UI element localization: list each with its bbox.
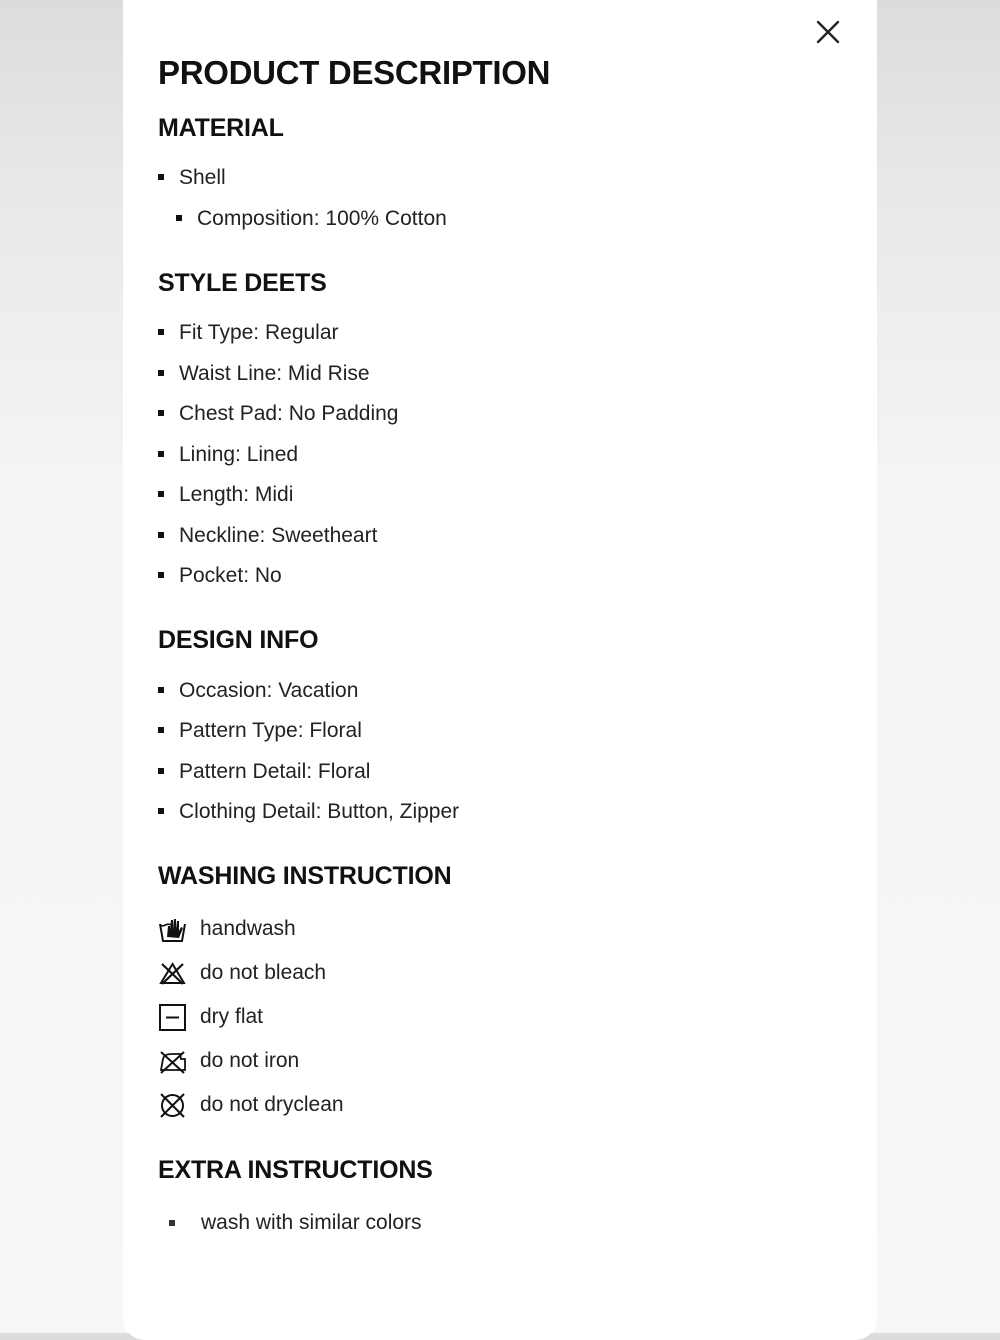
product-description-modal	[123, 0, 877, 1340]
list-item-label: Shell	[179, 165, 226, 189]
material-heading: MATERIAL	[158, 114, 284, 142]
list-item-label: Fit Type: Regular	[179, 320, 339, 344]
style-deets-heading: STYLE DEETS	[158, 269, 327, 297]
list-item	[158, 317, 339, 347]
wash-item-label: do not bleach	[200, 961, 327, 984]
dry-flat-icon	[158, 1003, 187, 1032]
list-item	[169, 1208, 422, 1238]
list-item-label: Pocket: No	[179, 563, 282, 587]
wash-item-label: dry flat	[200, 1005, 264, 1028]
bullet-icon	[158, 572, 164, 578]
list-item-label: Waist Line: Mid Rise	[179, 361, 370, 385]
list-item-label: Chest Pad: No Padding	[179, 401, 399, 425]
list-item-label: Composition: 100% Cotton	[197, 206, 447, 230]
list-item	[158, 715, 362, 745]
list-item-label: Clothing Detail: Button, Zipper	[179, 799, 460, 823]
no-bleach-icon	[158, 959, 187, 988]
bullet-icon	[158, 768, 164, 774]
design-info-heading: DESIGN INFO	[158, 626, 319, 654]
list-item	[158, 398, 398, 428]
wash-item-dry-flat	[158, 1002, 263, 1032]
list-item-label: wash with similar colors	[201, 1211, 422, 1234]
bullet-icon	[158, 532, 164, 538]
list-item	[158, 675, 358, 705]
bullet-icon	[158, 808, 164, 814]
page-title: PRODUCT DESCRIPTION	[158, 54, 551, 91]
list-item-label: Lining: Lined	[179, 442, 299, 466]
list-item	[158, 358, 370, 388]
list-item-label: Occasion: Vacation	[179, 678, 359, 702]
bullet-icon	[158, 491, 164, 497]
list-item	[158, 756, 370, 786]
wash-item-label: do not dryclean	[200, 1093, 344, 1116]
close-button[interactable]	[809, 13, 847, 51]
wash-item-no-bleach	[158, 958, 326, 988]
bullet-icon	[158, 174, 164, 180]
bullet-icon	[169, 1220, 175, 1226]
wash-item-label: handwash	[200, 917, 296, 940]
handwash-icon	[158, 915, 187, 944]
list-item	[158, 439, 298, 469]
list-item-label: Pattern Detail: Floral	[179, 759, 371, 783]
bullet-icon	[158, 370, 164, 376]
list-item	[158, 479, 293, 509]
wash-item-no-iron	[158, 1046, 299, 1076]
no-dryclean-icon	[158, 1091, 187, 1120]
wash-item-handwash	[158, 914, 296, 944]
wash-item-no-dryclean	[158, 1090, 344, 1120]
bullet-icon	[158, 410, 164, 416]
list-item	[158, 796, 459, 826]
bullet-icon	[158, 727, 164, 733]
bullet-icon	[176, 215, 182, 221]
extra-instructions-heading: EXTRA INSTRUCTIONS	[158, 1156, 433, 1184]
list-item	[158, 560, 282, 590]
list-item-nested	[176, 203, 447, 233]
bullet-icon	[158, 329, 164, 335]
washing-instruction-heading: WASHING INSTRUCTION	[158, 862, 452, 890]
list-item-label: Length: Midi	[179, 482, 294, 506]
no-iron-icon	[158, 1047, 187, 1076]
wash-item-label: do not iron	[200, 1049, 300, 1072]
list-item-label: Pattern Type: Floral	[179, 718, 362, 742]
list-item	[158, 162, 226, 192]
list-item-label: Neckline: Sweetheart	[179, 523, 378, 547]
bullet-icon	[158, 687, 164, 693]
bullet-icon	[158, 451, 164, 457]
list-item	[158, 520, 377, 550]
close-icon	[809, 13, 847, 51]
